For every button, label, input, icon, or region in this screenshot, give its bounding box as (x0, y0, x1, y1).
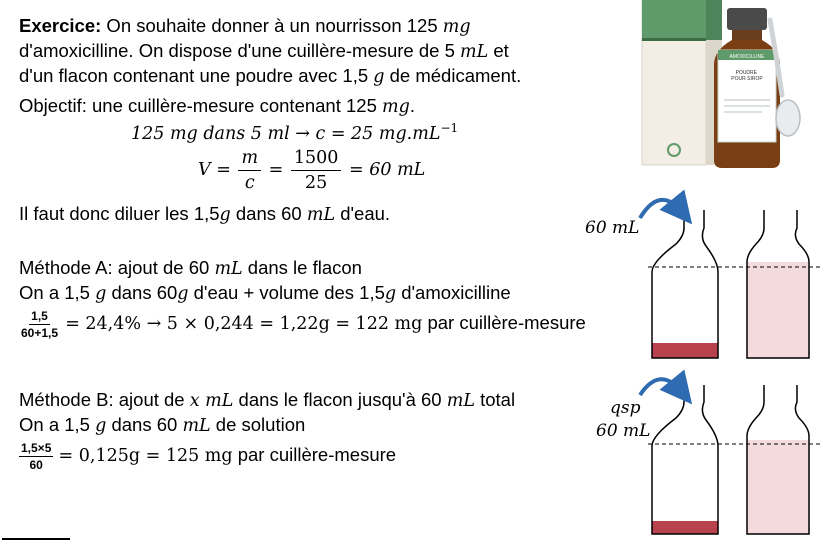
bottle-label-line-1: POUDRE (735, 70, 758, 76)
liquid-a-left (652, 343, 718, 358)
label-60ml-a: 60 mL (585, 218, 640, 238)
method-a-line-2: On a 1,5 g dans 60g d'eau + volume des 1,5g d'amoxicilline (19, 282, 511, 304)
exercise-line-3: d'un flacon contenant une poudre avec 1,5 g de médicament. (19, 65, 522, 87)
bottle-label-line-2: POUR SIROP (731, 76, 763, 82)
flask-a-right (747, 210, 809, 358)
dilution-line: Il faut donc diluer les 1,5g dans 60 mL d'eau. (19, 203, 391, 225)
box-brand-text: AMOXICILLINE (729, 54, 765, 60)
fraction-1500-over-25: $\frac{1500}{25}$ (291, 146, 342, 195)
fraction-1-5-over-61-5: $\frac{1,5}{60+1,5}$ (21, 308, 59, 340)
product-photo (642, 0, 810, 200)
exercise-line-2: d'amoxicilline. On dispose d'une cuillère-mesure de 5 mL et (19, 40, 509, 62)
fraction-1-5x5-over-60: $\frac{1,5\times 5}{60}$ (21, 440, 52, 472)
fraction-m-over-c: $\frac{m}{c}$ (238, 146, 261, 195)
flask-a-left (652, 210, 718, 358)
pour-arrow-a (640, 200, 682, 218)
method-a-calc: $\frac{1,5}{60+1,5}$ = 24,4% → 5 × 0,244 = 1,22g = 122 mg par cuillère-mesure (21, 308, 586, 340)
bottle-label (718, 50, 776, 142)
objective-line: Objectif: une cuillère-mesure contenant 125 mg. (19, 95, 415, 117)
liquid-a-right (747, 262, 809, 358)
footer-rule (2, 538, 70, 540)
formula-volume: V = $\frac{m}{c}$ = $\frac{1500}{25}$ = 60 mL (198, 148, 426, 193)
pour-arrow-b (640, 379, 682, 395)
method-b-calc: $\frac{1,5\times 5}{60}$ = 0,125g = 125 mg par cuillère-mesure (21, 440, 397, 472)
method-b-line-2: On a 1,5 g dans 60 mL de solution (19, 414, 306, 436)
method-b-title: Méthode B: ajout de x mL dans le flacon jusqu'à 60 mL total (19, 389, 516, 411)
liquid-b-left (652, 521, 718, 534)
exercise-heading: Exercice: (19, 15, 102, 36)
exercise-line-1: Exercice: On souhaite donner à un nourrisson 125 mg (19, 15, 471, 37)
method-a-title: Méthode A: ajout de 60 mL dans le flacon (19, 257, 362, 279)
bottle-cap (727, 8, 767, 30)
liquid-b-right (747, 440, 809, 534)
flask-b-right (747, 385, 809, 534)
label-qsp: qsp (610, 398, 641, 418)
flask-b-left (652, 385, 718, 534)
formula-concentration: 125 mg dans 5 ml → c = 25 $mg.mL^{-1}$ (131, 121, 459, 144)
label-60ml-b: 60 mL (596, 421, 651, 441)
